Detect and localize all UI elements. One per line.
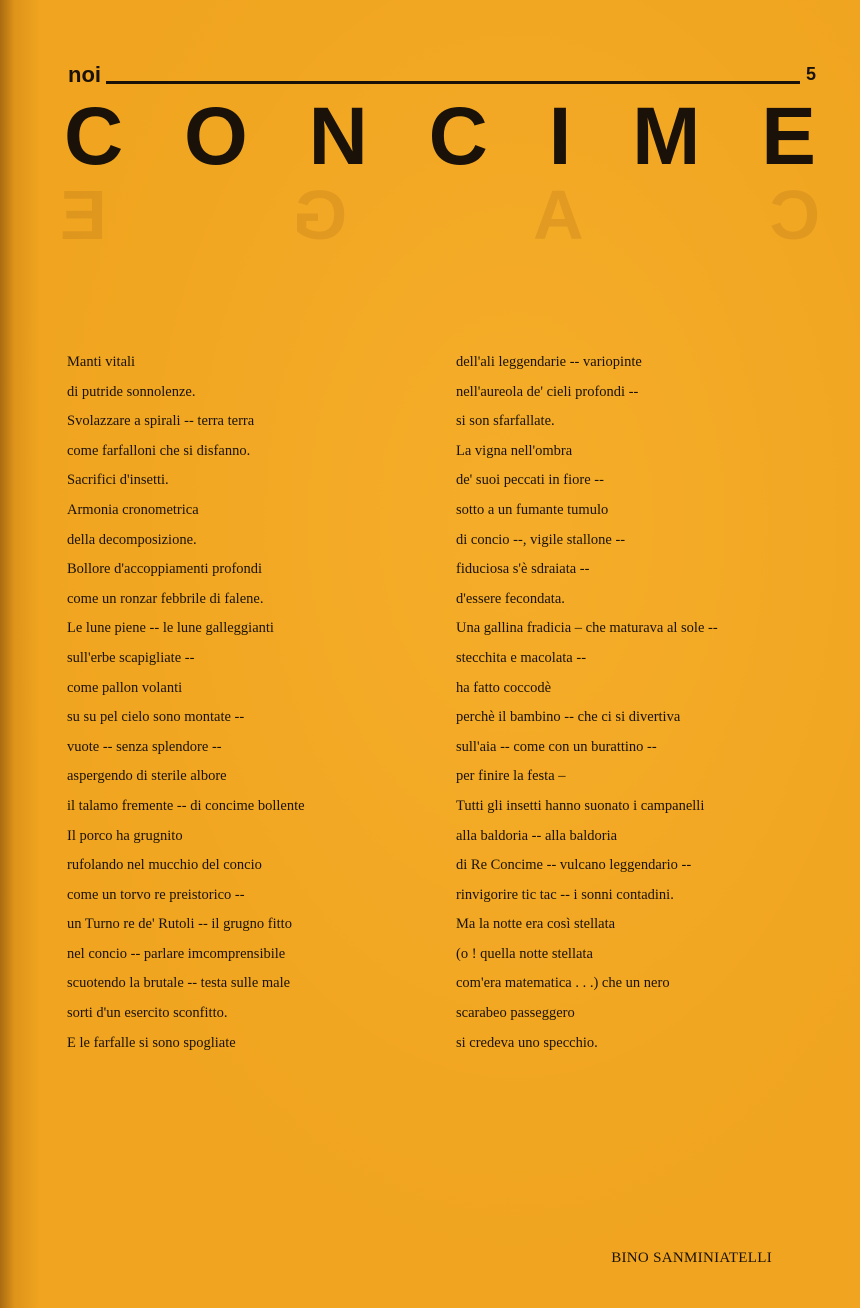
- show-through-ghost: C A G E: [60, 176, 820, 254]
- poem-column-left: [67, 348, 427, 1058]
- title-letter: O: [184, 91, 248, 182]
- poem-line: aspergendo di sterile albore: [67, 768, 227, 785]
- poem-line: nell'aureola de' cieli profondi --: [456, 383, 639, 400]
- poem-line: di concio --, vigile stallone --: [456, 531, 626, 548]
- title-letter: E: [761, 91, 816, 182]
- poem-line: ha fatto coccodè: [456, 679, 552, 696]
- author-signature: BINO SANMINIATELLI: [611, 1250, 772, 1266]
- poem-line: stecchita e macolata --: [456, 649, 587, 666]
- poem-line: sotto a un fumante tumulo: [456, 501, 609, 518]
- poem-line: Sacrifici d'insetti.: [67, 472, 169, 489]
- poem-line: Armonia cronometrica: [67, 501, 199, 518]
- poem-line: d'essere fecondata.: [456, 590, 565, 607]
- poem-line: sull'erbe scapigliate --: [67, 649, 195, 666]
- poem-line: rinvigorire tic tac -- i sonni contadini.: [456, 886, 674, 903]
- poem-line: scarabeo passeggero: [456, 1005, 575, 1022]
- poem-line: Le lune piene -- le lune galleggianti: [67, 620, 274, 637]
- masthead: [68, 62, 816, 92]
- poem-line: Il porco ha grugnito: [67, 827, 183, 844]
- poem-line: scuotendo la brutale -- testa sulle male: [67, 975, 291, 992]
- poem-line: Bollore d'accoppiamenti profondi: [67, 561, 263, 578]
- title-letter: N: [308, 91, 368, 182]
- poem-line: sull'aia -- come con un burattino --: [456, 738, 657, 755]
- poem-line: si son sfarfallate.: [456, 413, 555, 430]
- poem-line: come un torvo re preistorico --: [67, 886, 245, 903]
- poem-line: fiduciosa s'è sdraiata --: [456, 561, 590, 578]
- poem-line: de' suoi peccati in fiore --: [456, 472, 604, 489]
- poem-line: (o ! quella notte stellata: [456, 945, 593, 962]
- header-rule: [106, 81, 800, 84]
- poem-line: il talamo fremente -- di concime bollente: [67, 797, 305, 814]
- poem-line: La vigna nell'ombra: [456, 442, 573, 459]
- title-letter: C: [64, 91, 124, 182]
- poem-line: di Re Concime -- vulcano leggendario --: [456, 857, 692, 874]
- poem-line: per finire la festa –: [456, 768, 566, 785]
- title-letter: I: [548, 91, 572, 182]
- poem-line: come un ronzar febbrile di falene.: [67, 590, 264, 607]
- poem-line: di putride sonnolenze.: [67, 383, 196, 400]
- poem-line: si credeva uno specchio.: [456, 1034, 598, 1051]
- poem-column-right: [456, 348, 816, 1058]
- title-letter: M: [632, 91, 701, 182]
- poem-line: vuote -- senza splendore --: [67, 738, 222, 755]
- poem-line: Svolazzare a spirali -- terra terra: [67, 413, 255, 430]
- poem-line: come pallon volanti: [67, 679, 183, 696]
- poem-line: nel concio -- parlare imcomprensibile: [67, 945, 286, 962]
- poem-line: alla baldoria -- alla baldoria: [456, 827, 618, 844]
- poem-line: della decomposizione.: [67, 531, 197, 548]
- poem-line: su su pel cielo sono montate --: [67, 709, 245, 726]
- poem-line: Tutti gli insetti hanno suonato i campanelli: [456, 797, 705, 814]
- poem-line: dell'ali leggendarie -- variopinte: [456, 354, 642, 370]
- poem-title: [64, 92, 816, 182]
- poem-line: Manti vitali: [67, 354, 136, 370]
- poem-line: un Turno re de' Rutoli -- il grugno fitto: [67, 916, 292, 933]
- poem-line: perchè il bambino -- che ci si divertiva: [456, 709, 681, 726]
- poem-line: Una gallina fradicia – che maturava al sole --: [456, 620, 718, 637]
- poem-line: come farfalloni che si disfanno.: [67, 442, 251, 459]
- page-number: 5: [805, 64, 816, 84]
- poem-line: sorti d'un esercito sconfitto.: [67, 1005, 228, 1022]
- magazine-name: noi: [68, 62, 101, 87]
- poem-line: Ma la notte era così stellata: [456, 916, 616, 933]
- title-letter: C: [428, 91, 488, 182]
- poem-line: rufolando nel mucchio del concio: [67, 857, 262, 874]
- page-edge-shadow: [0, 0, 14, 1308]
- poem-line: E le farfalle si sono spogliate: [67, 1034, 236, 1051]
- poem-line: com'era matematica . . .) che un nero: [456, 975, 670, 992]
